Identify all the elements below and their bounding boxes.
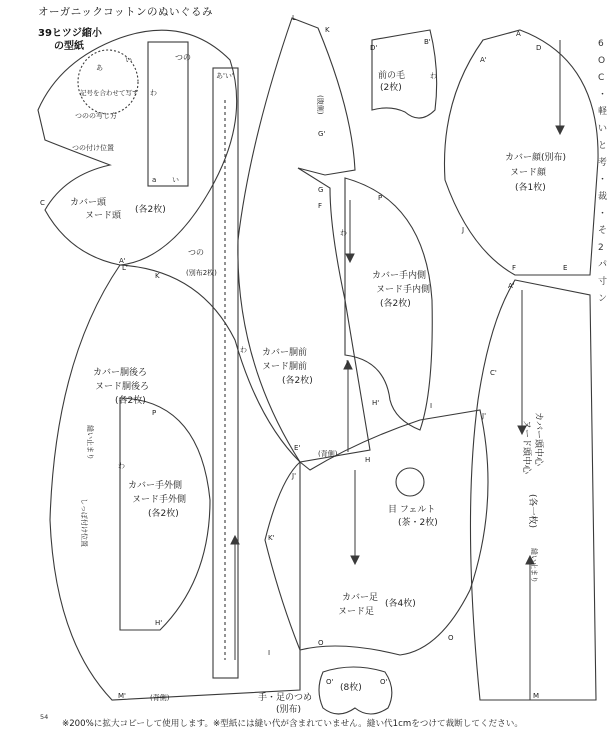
horn-note-i: い — [125, 56, 132, 64]
pt-Op: O' — [326, 678, 334, 686]
head-piece-outline — [38, 30, 237, 265]
body-front-qty: (各2枚) — [282, 376, 313, 386]
face-qty: (各1枚) — [515, 183, 546, 193]
pt-I: I — [346, 359, 349, 367]
outer-hand-label-1: カバー手外側 — [128, 481, 183, 491]
pt-H: H — [365, 456, 371, 464]
horn-qty: (別布2枚) — [186, 269, 217, 277]
pt-M: M — [533, 692, 540, 700]
horn-pos-label: つの付け位置 — [72, 144, 114, 152]
back-side-label-1: (背側) — [150, 694, 170, 702]
inner-hand-label-1: カバー手内側 — [372, 271, 427, 281]
fold-label-1: わ — [240, 346, 247, 354]
outer-hand-qty: (各2枚) — [148, 509, 179, 519]
pt-Lp: L' — [122, 264, 128, 272]
head-label-2: ヌード頭 — [85, 211, 122, 221]
pt-P: P — [378, 194, 383, 202]
pt-Mp: M' — [118, 692, 126, 700]
cropped-edge-text: 6 O C ・ 軽 い と 考 ・ 裁 ・ そ 2 パ 寸 ン — [598, 39, 608, 304]
forelock-label: 前の毛 — [378, 71, 406, 81]
horn-note-a: あ — [96, 64, 103, 72]
inner-hand-qty: (各2枚) — [380, 299, 411, 309]
pt-Dp: D' — [370, 44, 378, 52]
body-front-label-1: カバー胴前 — [262, 348, 308, 358]
head-qty: (各2枚) — [135, 205, 166, 215]
horn-top-piece — [148, 42, 188, 186]
body-back-qty: (各2枚) — [115, 396, 146, 406]
foot-label-1: カバー足 — [342, 593, 379, 603]
pt-a: a — [152, 176, 157, 184]
head-center-label-1: カバー頭中心 — [533, 412, 543, 467]
head-center-label-2: ヌード頭中心 — [521, 420, 531, 475]
face-label-2: ヌード顔 — [510, 168, 547, 178]
pt-E: E — [563, 264, 568, 272]
pt-Jp: J' — [482, 412, 486, 420]
pt-J: J — [462, 226, 465, 234]
horn-top-label: つの — [175, 53, 191, 62]
pt-Kp: K' — [268, 534, 275, 542]
pt-C: C — [40, 199, 45, 207]
pt-Cp: C' — [490, 369, 497, 377]
pt-A: A — [516, 30, 521, 38]
pt-Ap3: A' — [508, 282, 515, 290]
body-back-label-1: カバー胴後ろ — [93, 368, 148, 378]
pt-K2: K — [155, 272, 160, 280]
pt-B: B' — [424, 38, 431, 46]
inner-hand-label-2: ヌード手内側 — [376, 285, 431, 295]
pt-Jp2: J' — [292, 472, 296, 480]
pt-L: L — [292, 14, 296, 22]
horn-note-marks: 記号を合わせて写す — [80, 89, 139, 97]
pt-Gp: G' — [318, 130, 326, 138]
belly-side-label: (腹側) — [316, 95, 324, 115]
pt-K: K — [325, 26, 330, 34]
sew-stop-label-2: 縫い止まり — [530, 548, 538, 583]
pt-Ep: E' — [294, 444, 301, 452]
head-center-labels — [521, 412, 545, 528]
tail-pos-label: しっぽ付け位置 — [80, 498, 88, 547]
pt-Hp: H' — [372, 399, 380, 407]
foot-qty: (各4枚) — [385, 599, 416, 609]
horn-strip-ai: あ'い' — [216, 72, 234, 80]
eye-label: 目 フェルト — [388, 505, 436, 515]
nails-label-2: (別布) — [276, 705, 302, 715]
pt-O: O — [318, 639, 324, 647]
pt-G: G — [318, 186, 324, 194]
eye-qty: (茶・2枚) — [398, 518, 438, 528]
fold-label-5: わ — [150, 89, 157, 97]
pt-Ap: A' — [480, 56, 487, 64]
body-front-label-2: ヌード胴前 — [262, 362, 308, 372]
head-center-outline — [470, 280, 596, 700]
body-back-label-2: ヌード胴後ろ — [95, 382, 150, 392]
back-side-label-2: (背側) — [318, 450, 338, 458]
pt-P2: P — [152, 409, 157, 417]
page-number: 54 — [40, 713, 49, 721]
page-title: オーガニックコットンのぬいぐるみ — [38, 6, 213, 18]
sew-stop-label: 縫い止まり — [86, 425, 94, 460]
pt-i: い — [172, 176, 179, 184]
pattern-number: 39ヒツジ縮小 — [38, 28, 102, 39]
footer-note: ※200%に拡大コピーして使用します。※型紙には縫い代が含まれていません。縫い代1cmをつけて裁断してください。 — [62, 719, 523, 729]
nails-label: 手・足のつめ — [258, 693, 313, 703]
head-center-qty: (各一枚) — [527, 494, 537, 529]
outer-hand-label-2: ヌード手外側 — [132, 495, 187, 505]
foot-label-2: ヌード足 — [338, 607, 375, 617]
head-label-1: カバー頭 — [70, 198, 107, 208]
pt-I2: I — [430, 402, 433, 410]
fold-label-4: わ — [118, 462, 125, 470]
fold-label-3: わ — [430, 72, 437, 80]
pt-F2: F — [512, 264, 517, 272]
pt-Op2: O' — [380, 678, 388, 686]
horn-label: つの — [188, 248, 204, 257]
fold-label-2: わ — [340, 229, 347, 237]
pt-D: D — [536, 44, 542, 52]
pt-O2: O — [448, 634, 454, 642]
pt-F: F — [318, 202, 323, 210]
pt-I3: I — [268, 649, 271, 657]
pattern-label: の型紙 — [54, 41, 84, 52]
nails-qty: (8枚) — [340, 683, 362, 693]
pt-Hp2: H' — [155, 619, 163, 627]
face-label-1: カバー顔(別布) — [505, 153, 567, 163]
pt-Ap2: A' — [119, 257, 126, 265]
eye-felt-circle — [396, 468, 424, 496]
horn-copy-label: つのの写し方 — [75, 112, 117, 120]
forelock-qty: (2枚) — [380, 83, 402, 93]
